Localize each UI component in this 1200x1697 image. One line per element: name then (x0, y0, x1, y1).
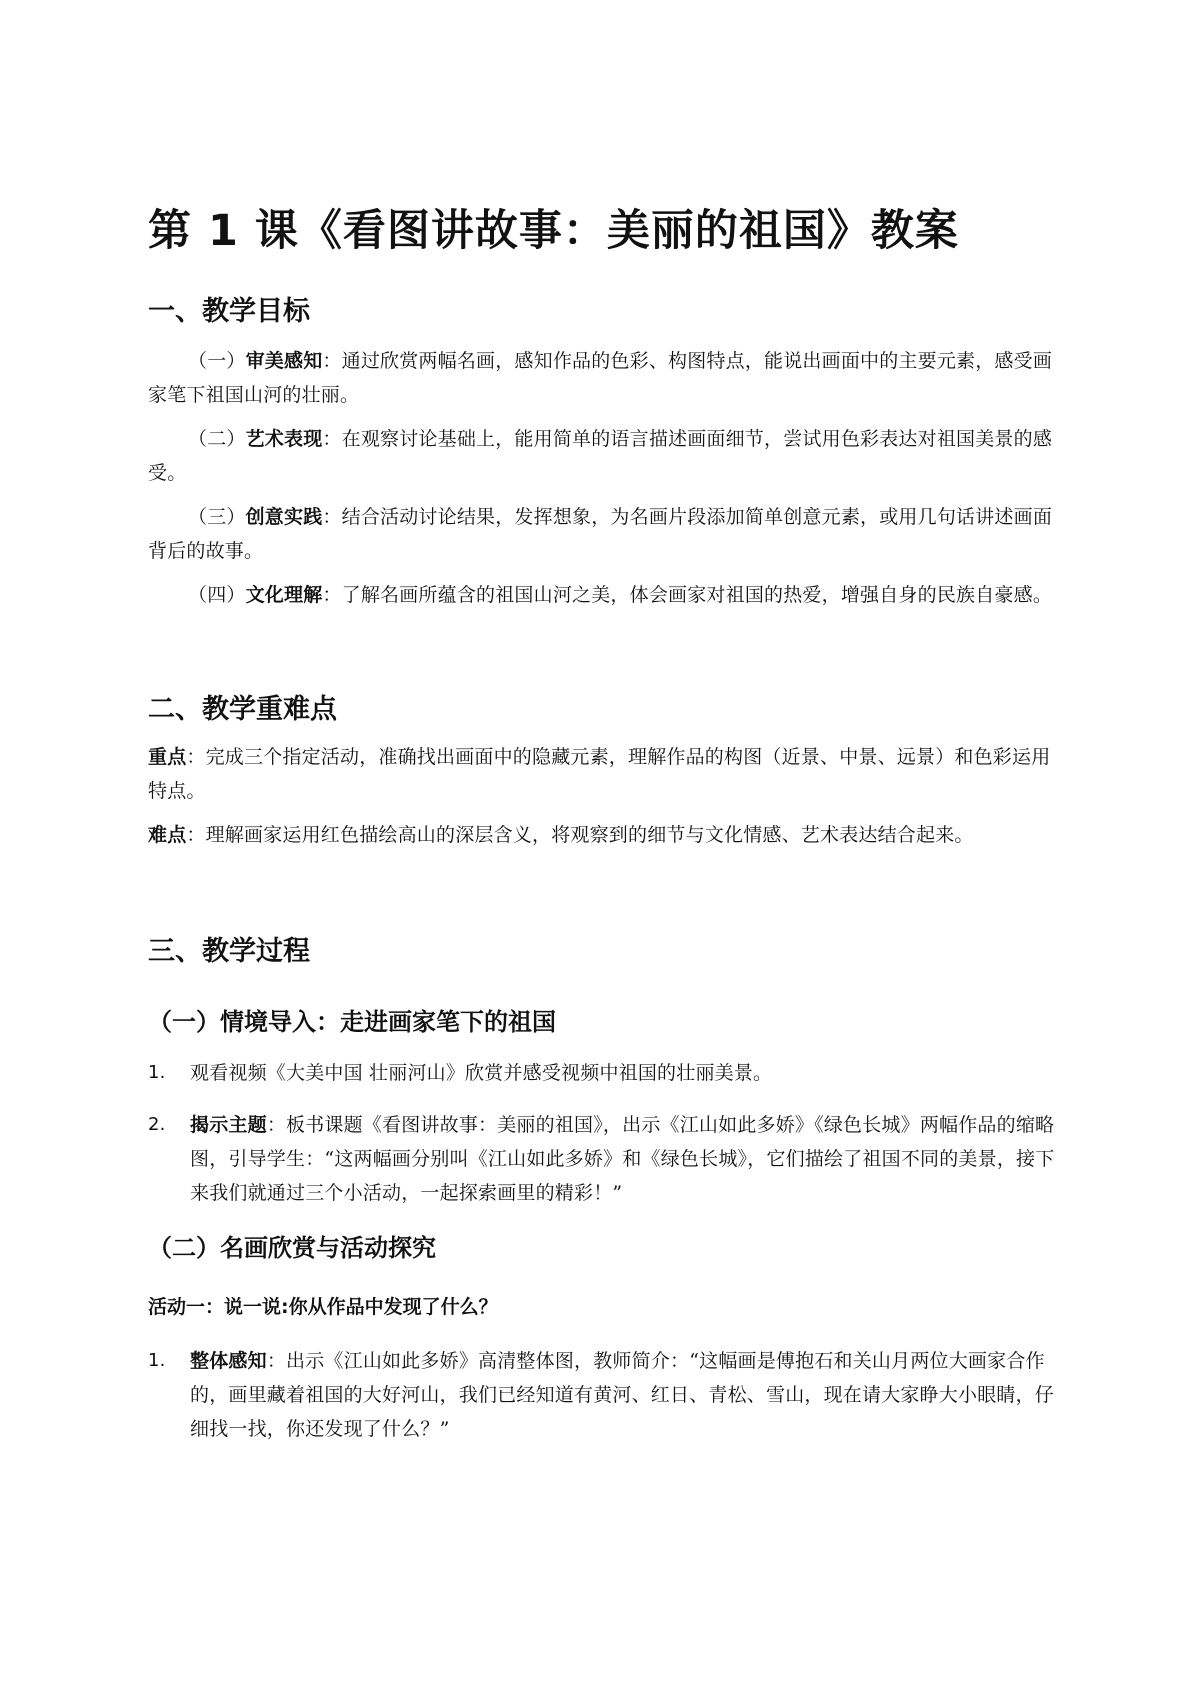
subsection-heading-intro: （一）情境导入：走进画家笔下的祖国 (148, 1008, 556, 1036)
list-item-label: 揭示主题 (190, 1114, 267, 1136)
objective-label: 艺术表现 (245, 428, 323, 450)
objective-paragraph (148, 422, 1060, 490)
section-heading-objectives: 一、教学目标 (148, 296, 310, 327)
objective-colon: ： (322, 428, 342, 450)
key-point-label: 重点 (148, 746, 187, 768)
objective-text: 结合活动讨论结果，发挥想象，为名画片段添加简单创意元素，或用几句话讲述画面背后的故事。 (148, 506, 1053, 562)
section-heading-key-points: 二、教学重难点 (148, 694, 337, 725)
list-item-colon: ： (266, 1350, 287, 1372)
list-item-text: 出示《江山如此多娇》高清整体图，教师简介：“这幅画是傅抱石和关山月两位大画家合作的，画里藏着祖国的大好河山，我们已经知道有黄河、红日、青松、雪山，现在请大家睁大小眼睛，仔细找一找，你还发现了什么？” (190, 1350, 1055, 1440)
objective-paragraph (148, 500, 1060, 568)
subsection-heading-appreciation: （二）名画欣赏与活动探究 (148, 1234, 436, 1262)
objective-label: 文化理解 (245, 584, 323, 606)
list-item-body (190, 1344, 1060, 1446)
list-item-label: 整体感知 (190, 1350, 267, 1372)
list-item (148, 1108, 1060, 1210)
difficulty-label: 难点 (148, 824, 187, 846)
list-item-text: 板书课题《看图讲故事：美丽的祖国》，出示《江山如此多娇》《绿色长城》两幅作品的缩略图，引导学生：“这两幅画分别叫《江山如此多娇》和《绿色长城》，它们描绘了祖国不同的美景，接下来我们就通过三个小活动，一起探索画里的精彩！” (190, 1114, 1055, 1204)
objective-prefix: （四） (188, 584, 246, 606)
difficulty-text: 理解画家运用红色描绘高山的深层含义，将观察到的细节与文化情感、艺术表达结合起来。 (205, 824, 974, 846)
list-item-colon: ： (266, 1114, 287, 1136)
objective-paragraph (148, 344, 1060, 412)
list-item-text: 观看视频《大美中国 壮丽河山》欣赏并感受视频中祖国的壮丽美景。 (190, 1062, 773, 1084)
objective-colon: ： (322, 506, 342, 528)
list-item-number: 1. (148, 1062, 166, 1083)
key-point-text: 完成三个指定活动，准确找出画面中的隐藏元素，理解作品的构图（近景、中景、远景）和色彩运用特点。 (148, 746, 1051, 802)
key-point-paragraph (148, 740, 1060, 808)
objective-prefix: （一） (188, 350, 246, 372)
list-item (148, 1344, 1060, 1446)
objective-colon: ： (322, 350, 342, 372)
objective-text: 在观察讨论基础上，能用简单的语言描述画面细节，尝试用色彩表达对祖国美景的感受。 (148, 428, 1053, 484)
objective-paragraph (148, 578, 1060, 612)
objective-prefix: （三） (188, 506, 246, 528)
objective-label: 审美感知 (245, 350, 323, 372)
objective-text: 通过欣赏两幅名画，感知作品的色彩、构图特点，能说出画面中的主要元素，感受画家笔下祖国山河的壮丽。 (148, 350, 1053, 406)
key-point-colon: ： (186, 746, 206, 768)
list-item-number: 2. (148, 1114, 166, 1135)
section-heading-process: 三、教学过程 (148, 936, 310, 967)
objective-colon: ： (322, 584, 342, 606)
list-item-number: 1. (148, 1350, 166, 1371)
difficulty-colon: ： (186, 824, 206, 846)
objective-text: 了解名画所蕴含的祖国山河之美，体会画家对祖国的热爱，增强自身的民族自豪感。 (341, 584, 1053, 606)
document-title: 第 1 课《看图讲故事：美丽的祖国》教案 (148, 206, 959, 256)
list-item-body (190, 1108, 1060, 1210)
list-item-body (190, 1056, 1060, 1090)
objective-label: 创意实践 (245, 506, 323, 528)
activity-heading: 活动一：说一说:你从作品中发现了什么？ (148, 1296, 498, 1318)
difficulty-paragraph (148, 818, 1060, 852)
objective-prefix: （二） (188, 428, 246, 450)
list-item (148, 1056, 1060, 1090)
